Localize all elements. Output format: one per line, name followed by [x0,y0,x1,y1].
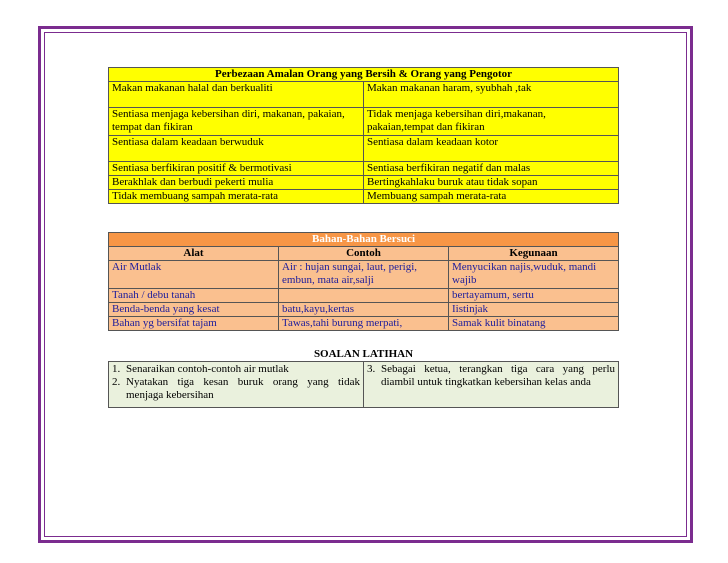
column-header-alat: Alat [109,247,279,261]
clean-practice-6: Tidak membuang sampah merata-rata [109,190,364,204]
dirty-practice-4: Sentiasa berfikiran negatif dan malas [364,162,619,176]
materials-table-title: Bahan-Bahan Bersuci [109,233,619,247]
usage-cell: Samak kulit binatang [449,317,619,331]
cleaning-materials-table [108,232,619,331]
exercise-table [108,361,619,408]
clean-practice-3: Sentiasa dalam keadaan berwuduk [109,136,364,162]
material-cell: Benda-benda yang kesat [109,303,279,317]
clean-practice-4: Sentiasa berfikiran positif & bermotivasi [109,162,364,176]
exercise-title: SOALAN LATIHAN [313,348,414,360]
example-cell: Air : hujan sungai, laut, perigi, embun, mata air,salji [279,261,449,289]
dirty-practice-1: Makan makanan haram, syubhah ,tak [364,82,619,108]
dirty-practice-6: Membuang sampah merata-rata [364,190,619,204]
dirty-practice-3: Sentiasa dalam keadaan kotor [364,136,619,162]
dirty-practice-5: Bertingkahlaku buruk atau tidak sopan [364,176,619,190]
question-2: 2. Nyatakan tiga kesan buruk orang yang tidak menjaga kebersihan [112,376,360,401]
example-cell: Tawas,tahi burung merpati, [279,317,449,331]
question-1: 1. Senaraikan contoh-contoh air mutlak [112,363,289,375]
clean-practice-1: Makan makanan halal dan berkualiti [109,82,364,108]
example-cell: batu,kayu,kertas [279,303,449,317]
exercise-left-cell [109,362,364,408]
column-header-kegunaan: Kegunaan [449,247,619,261]
question-3: 3. Sebagai ketua, terangkan tiga cara yang perlu diambil untuk tingkatkan kebersihan kelas anda [367,363,615,388]
usage-cell: Menyucikan najis,wuduk, mandi wajib [449,261,619,289]
usage-cell: Iistinjak [449,303,619,317]
clean-practice-2: Sentiasa menjaga kebersihan diri, makanan, pakaian, tempat dan fikiran [109,108,364,136]
clean-practice-5: Berakhlak dan berbudi pekerti mulia [109,176,364,190]
material-cell: Bahan yg bersifat tajam [109,317,279,331]
dirty-practice-2: Tidak menjaga kebersihan diri,makanan, pakaian,tempat dan fikiran [364,108,619,136]
comparison-table-title: Perbezaan Amalan Orang yang Bersih & Orang yang Pengotor [109,68,619,82]
column-header-contoh: Contoh [279,247,449,261]
exercise-right-cell [364,362,619,408]
material-cell: Air Mutlak [109,261,279,289]
usage-cell: bertayamum, sertu [449,289,619,303]
example-cell [279,289,449,303]
comparison-table [108,67,619,204]
material-cell: Tanah / debu tanah [109,289,279,303]
